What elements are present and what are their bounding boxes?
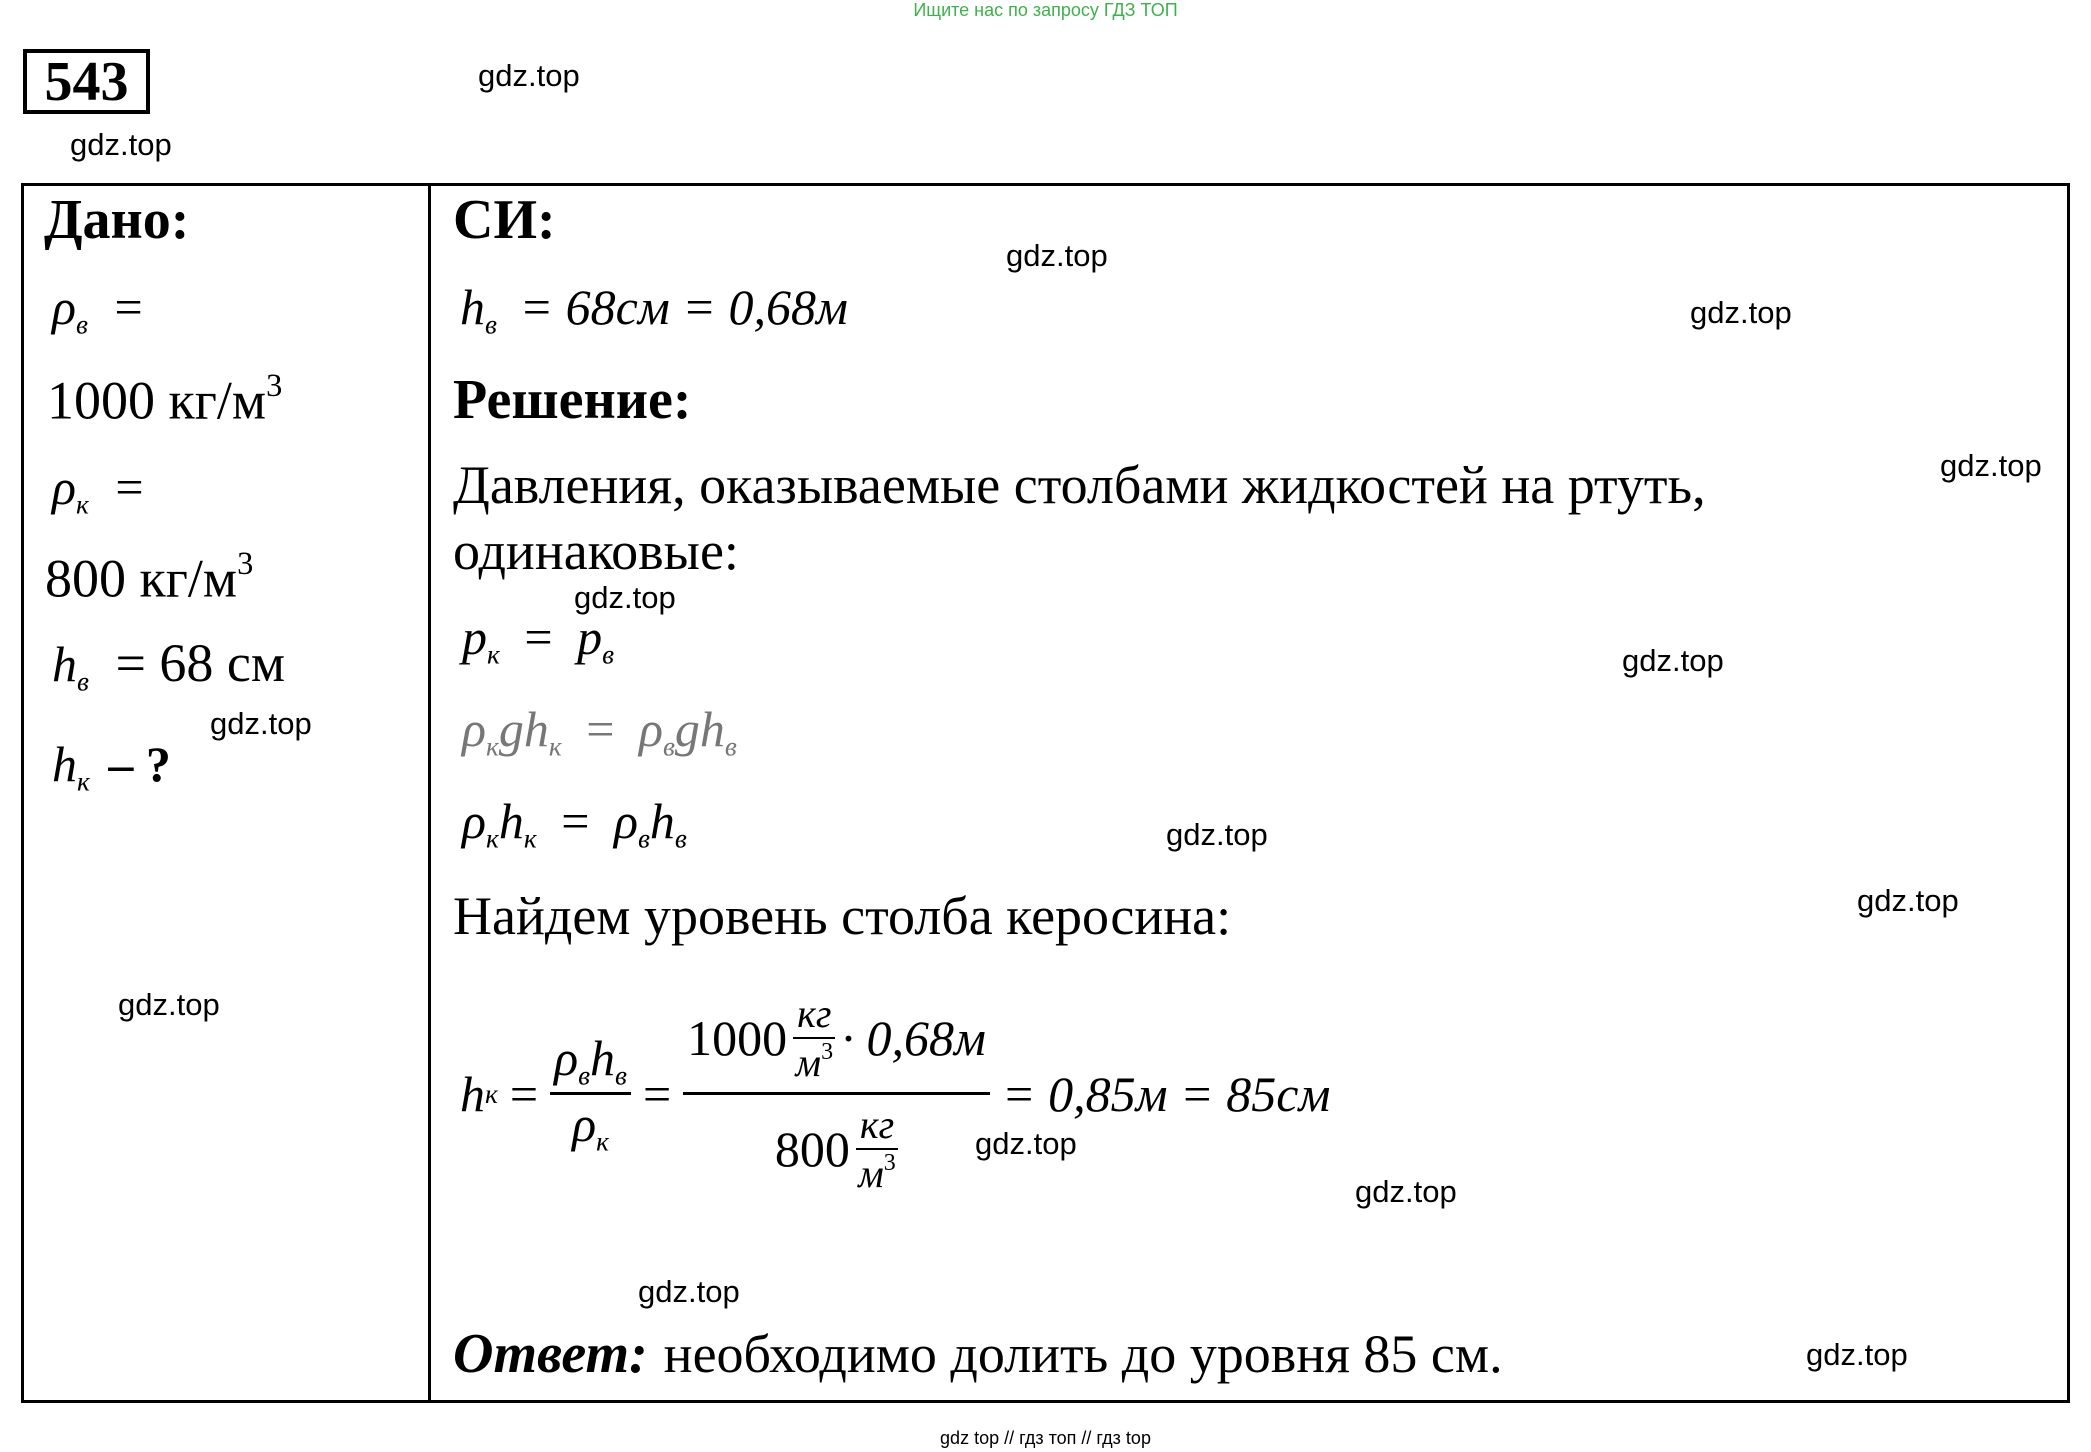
final-formula: h к = $\frac{\rho_вh_в}{\rho_к}$ = 1000 $\frac{кг}{м^3}$ · 0,68м 800 $\frac{кг}{м^3}$ = 0,85м = 85см bbox=[460, 991, 1331, 1196]
answer-label: Ответ: bbox=[453, 1323, 648, 1385]
solution-text-3: Найдем уровень столба керосина: bbox=[453, 886, 1232, 946]
given-rho-v-value: 1000 $кг/м^3$ bbox=[47, 368, 283, 431]
solution-text-2: одинаковые: bbox=[453, 521, 739, 581]
watermark: gdz.top bbox=[574, 580, 676, 615]
watermark: gdz.top bbox=[638, 1274, 740, 1309]
si-conversion: $h_в = 68см = 0,68м$ bbox=[460, 279, 848, 340]
solution-header: Решение: bbox=[453, 369, 692, 431]
watermark: gdz.top bbox=[118, 987, 220, 1022]
given-h-k: $h_к$ – ? bbox=[52, 736, 171, 797]
watermark: gdz.top bbox=[210, 706, 312, 741]
watermark: gdz.top bbox=[975, 1126, 1077, 1161]
watermark: gdz.top bbox=[70, 127, 172, 162]
si-header: СИ: bbox=[453, 189, 556, 251]
solution-table bbox=[21, 183, 2070, 1403]
watermark: gdz.top bbox=[1006, 238, 1108, 273]
bottom-note: gdz top // гдз топ // гдз top bbox=[940, 1428, 1151, 1448]
given-rho-k-value: 800 $кг/м^3$ bbox=[45, 546, 254, 609]
equation-rho-h: $\rho_кh_к = \rho_вh_в$ bbox=[462, 793, 687, 854]
given-rho-v: $\rho_в$ = bbox=[52, 279, 143, 340]
watermark: gdz.top bbox=[1806, 1337, 1908, 1372]
watermark: gdz.top bbox=[1857, 883, 1959, 918]
equation-rho-g-h: $\rho_кgh_к = \rho_вgh_в$ bbox=[462, 701, 737, 762]
watermark: gdz.top bbox=[1355, 1174, 1457, 1209]
watermark: gdz.top bbox=[1940, 448, 2042, 483]
top-note: Ищите нас по запросу ГДЗ ТОП bbox=[913, 0, 1178, 20]
fraction-numeric: 1000 $\frac{кг}{м^3}$ · 0,68м 800 $\frac{кг}{м^3}$ bbox=[683, 990, 990, 1197]
task-number: 543 bbox=[23, 49, 150, 114]
solution-text-1: Давления, оказываемые столбами жидкостей на ртуть, bbox=[453, 455, 1706, 515]
watermark: gdz.top bbox=[1690, 295, 1792, 330]
column-divider bbox=[428, 183, 431, 1403]
equation-pressures: $p_к = p_в$ bbox=[462, 609, 615, 670]
watermark: gdz.top bbox=[1166, 817, 1268, 852]
given-h-v: $h_в = 68$ см bbox=[52, 633, 286, 697]
fraction-formula: $\frac{\rho_вh_в}{\rho_к}$ bbox=[550, 1029, 631, 1157]
watermark: gdz.top bbox=[1622, 643, 1724, 678]
given-header: Дано: bbox=[44, 189, 190, 251]
given-rho-k: $\rho_к$ = bbox=[52, 459, 144, 520]
watermark: gdz.top bbox=[478, 58, 580, 93]
answer bbox=[453, 1322, 1503, 1386]
answer-text: необходимо долить до уровня 85 см. bbox=[663, 1324, 1503, 1384]
